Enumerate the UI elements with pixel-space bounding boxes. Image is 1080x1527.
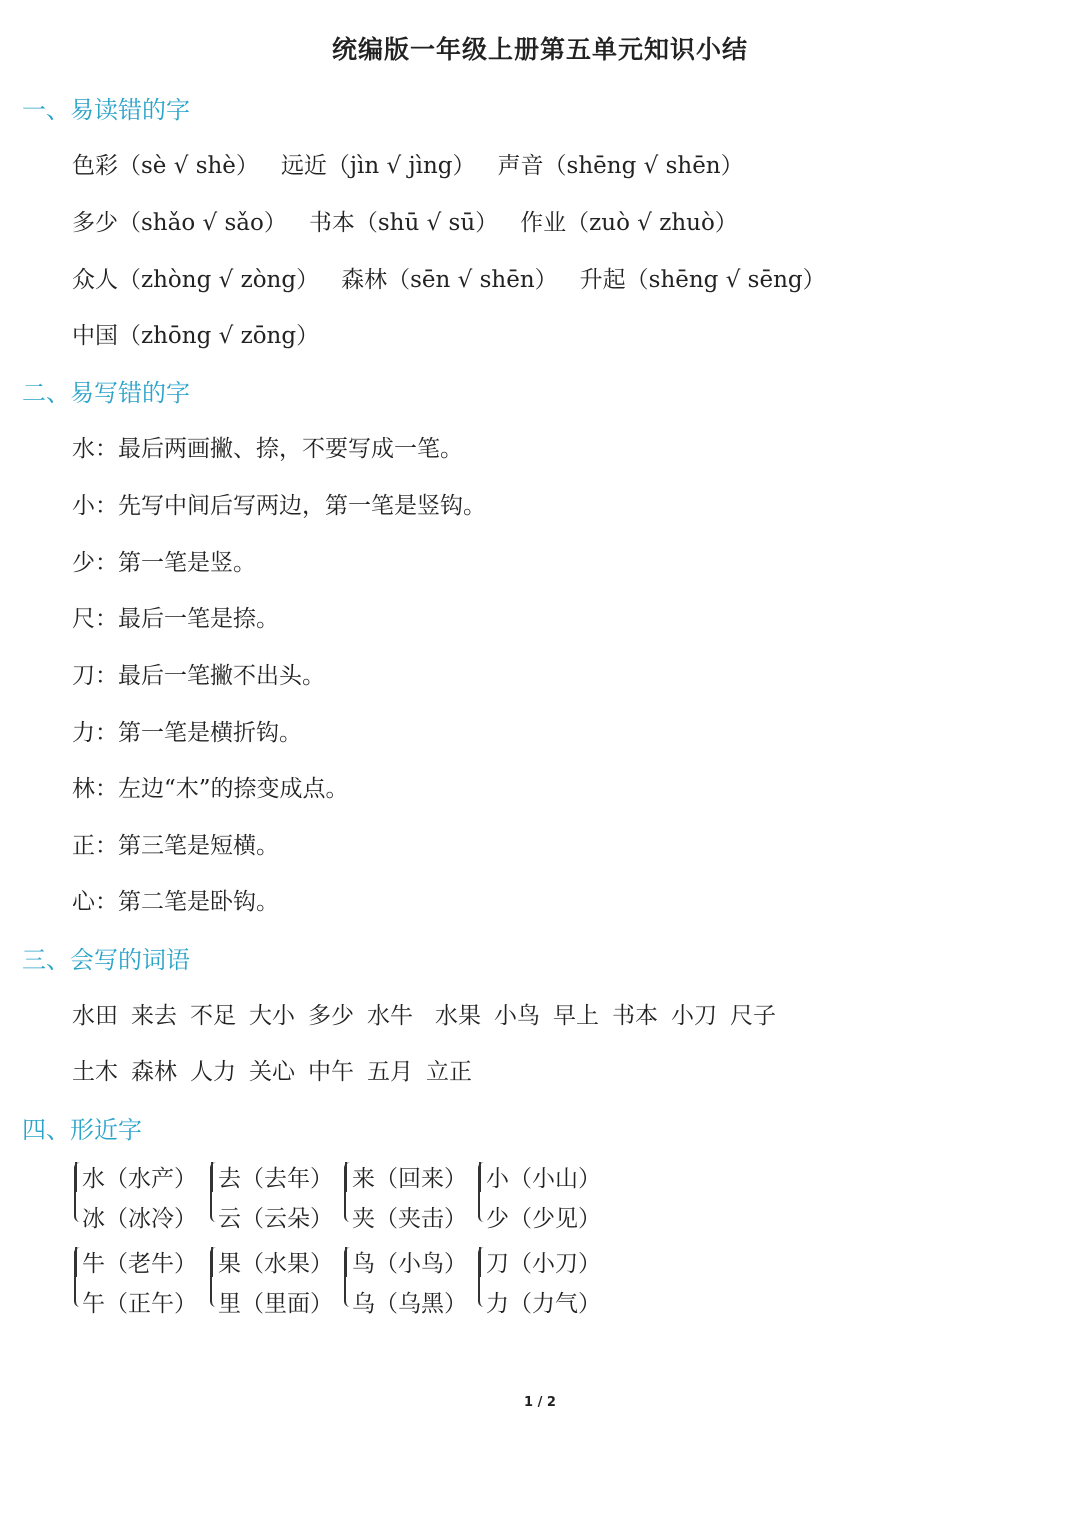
writing-note: 尺：最后一笔是捺。: [72, 606, 279, 632]
pinyin-row-3: [72, 261, 826, 294]
word: 不足: [190, 1003, 236, 1029]
similar-char: 去（去年）: [218, 1166, 333, 1192]
similar-char: 来（回来）: [352, 1166, 467, 1192]
similar-char: 里（里面）: [218, 1291, 333, 1317]
brace-icon: [478, 1162, 486, 1222]
pinyin-item: 中国（zhōng √ zōng）: [72, 323, 320, 349]
brace-icon: [74, 1247, 82, 1307]
writing-note: 刀：最后一笔撇不出头。: [72, 663, 325, 689]
word: 立正: [426, 1059, 472, 1085]
similar-char: 少（少见）: [486, 1206, 601, 1232]
word: 森林: [131, 1059, 177, 1085]
brace-icon: [344, 1162, 352, 1222]
word: 水果: [435, 1003, 481, 1029]
section-heading-2: 二、易写错的字: [22, 379, 190, 407]
word: 土木: [72, 1059, 118, 1085]
pinyin-item: 色彩（sè √ shè）: [72, 153, 259, 179]
pinyin-item: 声音（shēng √ shēn）: [497, 153, 744, 179]
pinyin-row-1: [72, 147, 744, 180]
word: 水牛: [367, 1003, 413, 1029]
pinyin-item: 森林（sēn √ shēn）: [341, 267, 558, 293]
writing-note: 正：第三笔是短横。: [72, 833, 279, 859]
similar-char: 乌（乌黑）: [352, 1291, 467, 1317]
word: 书本: [612, 1003, 658, 1029]
writing-note: 少：第一笔是竖。: [72, 550, 256, 576]
similar-char: 牛（老牛）: [82, 1251, 197, 1277]
pinyin-row-2: [72, 204, 738, 237]
similar-char: 刀（小刀）: [486, 1251, 601, 1277]
word: 小刀: [671, 1003, 717, 1029]
similar-char: 果（水果）: [218, 1251, 333, 1277]
similar-char: 午（正午）: [82, 1291, 197, 1317]
similar-char: 冰（冰冷）: [82, 1206, 197, 1232]
word: 多少: [308, 1003, 354, 1029]
word: 大小: [249, 1003, 295, 1029]
pinyin-item: 升起（shēng √ sēng）: [579, 267, 826, 293]
similar-char: 力（力气）: [486, 1291, 601, 1317]
similar-char: 夹（夹击）: [352, 1206, 467, 1232]
writing-note: 林：左边“木”的捺变成点。: [72, 776, 349, 802]
word: 水田: [72, 1003, 118, 1029]
word: 小鸟: [494, 1003, 540, 1029]
writing-note: 力：第一笔是横折钩。: [72, 720, 302, 746]
word: 来去: [131, 1003, 177, 1029]
pinyin-item: 众人（zhòng √ zòng）: [72, 267, 320, 293]
word-row-1: [72, 997, 789, 1030]
word: 中午: [308, 1059, 354, 1085]
section-heading-3: 三、会写的词语: [22, 946, 190, 974]
word: 关心: [249, 1059, 295, 1085]
pinyin-item: 远近（jìn √ jìng）: [280, 153, 476, 179]
word: 五月: [367, 1059, 413, 1085]
pinyin-item: 多少（shǎo √ sǎo）: [72, 210, 287, 236]
word: 尺子: [730, 1003, 776, 1029]
brace-icon: [344, 1247, 352, 1307]
section-heading-4: 四、形近字: [22, 1116, 142, 1144]
word: 人力: [190, 1059, 236, 1085]
page-number: 1 / 2: [524, 1395, 556, 1410]
word-row-2: [72, 1053, 485, 1086]
writing-note: 心：第二笔是卧钩。: [72, 889, 279, 915]
writing-note: 小：先写中间后写两边，第一笔是竖钩。: [72, 493, 486, 519]
similar-char: 云（云朵）: [218, 1206, 333, 1232]
brace-icon: [210, 1162, 218, 1222]
pinyin-item: 书本（shū √ sū）: [308, 210, 499, 236]
brace-icon: [210, 1247, 218, 1307]
writing-note: 水：最后两画撇、捺，不要写成一笔。: [72, 436, 463, 462]
section-heading-1: 一、易读错的字: [22, 96, 190, 124]
word: 早上: [553, 1003, 599, 1029]
page-title: 统编版一年级上册第五单元知识小结: [331, 35, 748, 64]
pinyin-row-4: [72, 317, 319, 350]
similar-char: 水（水产）: [82, 1166, 197, 1192]
similar-char: 鸟（小鸟）: [352, 1251, 467, 1277]
brace-icon: [74, 1162, 82, 1222]
similar-char: 小（小山）: [486, 1166, 601, 1192]
brace-icon: [478, 1247, 486, 1307]
pinyin-item: 作业（zuò √ zhuò）: [520, 210, 738, 236]
